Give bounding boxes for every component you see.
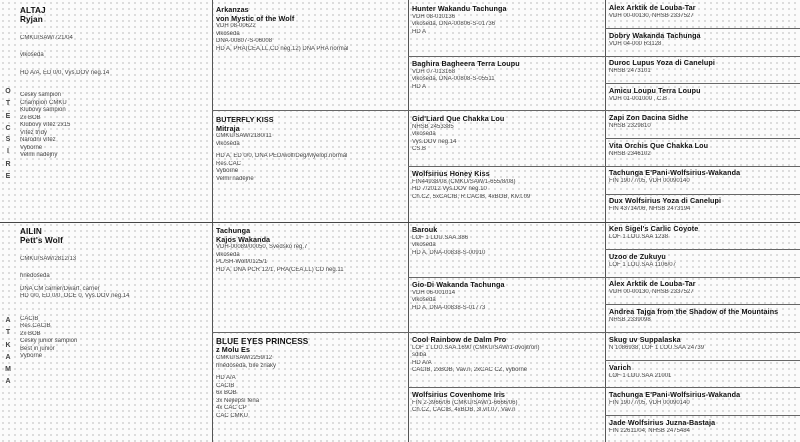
gen3-cell xyxy=(412,281,602,331)
dog-name-2: z Molu Es xyxy=(216,346,251,355)
info-line: VDH 04-000 R3128 xyxy=(609,40,662,47)
side-letter: K xyxy=(5,341,11,349)
dog-name: Dux Wolfsirius Yoza di Canelupi xyxy=(609,197,722,205)
info-line: vlkošedá xyxy=(216,30,240,37)
info-line: vlkošedá, DNA-00806-S-01736 xyxy=(412,21,496,28)
info-line: HD A, DNA PCR 12/1, PRA(CEA,LL) CD neg.11 xyxy=(216,266,344,273)
title-line: Vítěz třídy xyxy=(20,129,48,136)
side-label-dam xyxy=(3,315,13,365)
gen2-cell xyxy=(216,116,405,218)
info-line: CACIB xyxy=(216,382,235,389)
gen4-cell xyxy=(609,364,798,387)
info-line: VDH 08-00622 xyxy=(216,23,256,30)
title-line: CACIB xyxy=(20,315,39,322)
gen4-cell xyxy=(609,253,798,276)
gen4-cell xyxy=(609,391,798,414)
dog-name: Amicu Loupu Terra Loupu xyxy=(609,87,701,95)
title-line: Český junior šampion xyxy=(20,338,78,345)
info-line: VDH 01-001000 , C.B xyxy=(609,95,668,102)
info-line: CACIB, 2xBOB, Vav.n, 2xCAC CZ, vybornë xyxy=(412,367,528,374)
info-line: HD A/A xyxy=(412,359,432,366)
gen4-cell xyxy=(609,59,798,82)
info-line: vlkošedá, DNA-00808-S-05511 xyxy=(412,76,495,83)
info-line: hnědošedá, bílé znaky xyxy=(216,362,277,369)
side-letter: M xyxy=(5,366,11,373)
info-line: VDH-00089/00050, Švédsko reg.7 xyxy=(216,244,308,251)
info-line: HD 0/0, ED 0/0, OCE 0, Vyš.DOV neg.14 xyxy=(20,293,130,300)
dog-name-2: Kajos Wakanda xyxy=(216,235,271,244)
row-divider xyxy=(605,249,800,250)
dog-name: Wolfsirius Honey Kiss xyxy=(412,170,490,178)
dog-name: Arkanzas xyxy=(216,6,249,14)
info-line: NHSB 2453385 xyxy=(412,123,454,130)
gen2-cell xyxy=(216,227,405,329)
gen2-cell xyxy=(216,337,405,440)
info-line: N 1086938, LOF 1 LOU.SAA 24739 xyxy=(609,344,705,351)
title-line: Res.CACIB xyxy=(20,323,51,330)
title-line: Best in junior xyxy=(20,345,55,352)
info-line: HD A/A xyxy=(216,375,236,381)
info-line: LOF 1 LOU.SAA.386 xyxy=(412,234,469,241)
side-letter: S xyxy=(5,136,11,143)
side-letter: T xyxy=(5,329,11,337)
info-line: Ch.CZ, 5xCACIB, R.CACIB, 4xBOB, Klv.t.09 xyxy=(412,193,531,200)
dog-name: Gio-Di Wakanda Tachunga xyxy=(412,281,505,289)
title-line: 2x BOB xyxy=(20,114,41,121)
dog-name: Duroc Lupus Yoza di Canelupi xyxy=(609,59,715,67)
info-line: LOF 1 LOU.SAA 21001 xyxy=(609,372,672,379)
row-divider xyxy=(605,138,800,139)
column-divider xyxy=(605,0,606,442)
info-line: sdibá xyxy=(412,352,427,359)
info-line: vlkošedá xyxy=(216,140,240,147)
side-letter: O xyxy=(5,88,11,95)
gen2-cell xyxy=(216,6,405,108)
dog-name-2: Mitraja xyxy=(216,124,240,133)
info-line: HD A xyxy=(412,83,427,90)
dog-name: Andrea Tajga from the Shadow of the Mountains xyxy=(609,308,779,316)
info-line: vlkošedá xyxy=(412,242,436,249)
row-divider xyxy=(408,166,800,167)
dog-name: Jade Wolfsirius Juzna-Bastaja xyxy=(609,419,716,427)
dog-name: Barouk xyxy=(412,226,438,234)
info-line: vlkošedá xyxy=(412,297,436,304)
info-line: Ch.CZ, CACIB, 4xBOB, 3l.vít.07, Vav.n xyxy=(412,407,516,414)
dog-name-2: von Mystic of the Wolf xyxy=(216,14,295,23)
info-line: VDH 07-013168 xyxy=(412,68,456,75)
dog-name-2: Pett's Wolf xyxy=(20,236,63,246)
gen4-cell xyxy=(609,280,798,303)
info-line: NHSB 2346102 xyxy=(609,150,651,157)
gen4-cell xyxy=(609,87,798,110)
info-line: vlkošedá xyxy=(20,52,44,59)
info-line: FIN 43714/06, NHSB 2473194 xyxy=(609,205,691,212)
title-line: Velmi nadějný xyxy=(20,152,58,159)
row-divider xyxy=(605,28,800,29)
info-line: FIN 19077/05, VDH 00090140 xyxy=(609,177,690,184)
title-line: Vybornë xyxy=(20,353,43,360)
info-line: CMKU/SAW/721/04 xyxy=(20,34,73,41)
dog-name: Cool Rainbow de Dalm Pro xyxy=(412,336,507,344)
gen1-dam-cell xyxy=(20,227,208,439)
dog-name: Alex Arktik de Louba-Tar xyxy=(609,4,696,12)
title-line: Vybornë xyxy=(20,144,43,151)
info-line: HD A xyxy=(412,28,427,35)
info-line: Velmi nadějné xyxy=(216,175,254,182)
dog-name: Uzoo de Zukuyu xyxy=(609,253,666,261)
title-line: Klubový vítěz 2x15 xyxy=(20,122,71,129)
gen4-cell xyxy=(609,336,798,359)
dog-name: Baghira Bagheera Terra Loupu xyxy=(412,60,520,68)
gen4-cell xyxy=(609,419,798,441)
title-line: Český šampion xyxy=(20,92,62,99)
info-line: DNA-00807-S-06008 xyxy=(216,38,273,45)
dog-name: BLUE EYES PRINCESS xyxy=(216,337,309,346)
row-divider xyxy=(605,194,800,195)
dog-name: Dobry Wakanda Tachunga xyxy=(609,32,701,40)
dog-name-2: Ryjan xyxy=(20,15,43,25)
dog-name: Hunter Wakandu Tachunga xyxy=(412,5,507,13)
info-line: VDH 00-00130, NHSB 2337527 xyxy=(609,288,694,295)
title-line: Champion ČMKU xyxy=(20,99,67,106)
row-divider xyxy=(605,360,800,361)
side-letter: I xyxy=(7,148,9,156)
row-divider xyxy=(408,277,800,278)
info-line: CMKU/SAW/2259/12 xyxy=(216,355,273,361)
info-line: CMKU/SAW/2812/13 xyxy=(20,255,77,262)
info-line: NHSB 2339098 xyxy=(609,316,651,323)
info-line: CS.B xyxy=(412,146,427,153)
info-line: NHSB 2329810 xyxy=(609,122,651,129)
column-divider xyxy=(212,0,213,442)
info-line: FIN 19077/05, VDH 00090140 xyxy=(609,399,690,406)
column-divider xyxy=(408,0,409,442)
info-line: FIN 22611/04, NHSB 2475484 xyxy=(609,427,690,434)
info-line: Vyš.DOV neg.14 xyxy=(412,138,457,145)
dog-name: Skug uv Suppalaska xyxy=(609,336,681,344)
row-divider xyxy=(0,222,800,223)
gen4-cell xyxy=(609,142,798,165)
side-letter: E xyxy=(5,112,11,120)
info-line: HD 7/2012 Vyš.DOV neg.10 xyxy=(412,186,487,193)
side-letter: E xyxy=(5,173,11,181)
info-line: vlkošedá xyxy=(216,251,240,258)
info-line: CAC ČMKU xyxy=(216,412,249,419)
dog-name: Tachunga E'Pani-Wolfsirius-Wakanda xyxy=(609,169,741,177)
gen3-cell xyxy=(412,226,602,276)
dog-name: Alex Arktik de Louba-Tar xyxy=(609,280,696,288)
row-divider xyxy=(408,56,800,57)
dog-name: Vita Orchis Que Chakka Lou xyxy=(609,142,709,150)
side-label-sire-2 xyxy=(3,134,13,184)
gen3-cell xyxy=(412,391,602,441)
info-line: HD A, DNA-00838-S-00910 xyxy=(412,249,486,256)
info-line: FIN44938/08 (CMKU/SAW/1-655/8/08) xyxy=(412,178,516,185)
gen4-cell xyxy=(609,4,798,27)
dog-name: Ken Sigel's Carlic Coyote xyxy=(609,225,699,233)
info-line: Vybornë xyxy=(216,168,239,175)
info-line: PL/SH-Wolf/0125/1 xyxy=(216,259,268,266)
gen3-cell xyxy=(412,336,602,386)
info-line: HD A/A, ED 0/0, Vyš.DOV neg.14 xyxy=(20,69,110,76)
gen3-cell xyxy=(412,115,602,165)
info-line: VDH 00-00130, NHSB 2337527 xyxy=(609,12,694,19)
row-divider xyxy=(605,304,800,305)
info-line: LOF 1 LOU.SAA 1238 xyxy=(609,233,669,240)
row-divider xyxy=(605,415,800,416)
side-letter: A xyxy=(5,378,11,386)
dog-name: Varich xyxy=(609,364,632,372)
dog-name: Tachunga E'Pani-Wolfsirius-Wakanda xyxy=(609,391,741,399)
info-line: hnědošedá xyxy=(20,273,50,280)
info-line: FIN 2-3966/06 (CMKU/SAW/1-6666/06) xyxy=(412,399,518,406)
row-divider xyxy=(212,332,800,333)
title-line: 2x BOB xyxy=(20,330,41,337)
dog-name: AILIN xyxy=(20,227,42,236)
info-line: LOF 1 LOU.SAA 1106/07 xyxy=(609,261,676,268)
gen1-sire-cell xyxy=(20,6,208,218)
gen4-cell xyxy=(609,308,798,331)
gen3-cell xyxy=(412,60,602,109)
info-line: 6x BOB xyxy=(216,390,237,396)
gen4-cell xyxy=(609,32,798,55)
side-label-dam-2 xyxy=(3,364,13,389)
dog-name: Wolfsirius Covenhome Iris xyxy=(412,391,506,399)
info-line: LOF 1 LOU.SAA.1690 (CMKU/SAW/1-dvojitron) xyxy=(412,344,540,351)
row-divider xyxy=(212,110,800,111)
dog-name: ALTAJ xyxy=(20,6,46,15)
side-letter: R xyxy=(5,160,11,168)
side-letter: A xyxy=(5,354,11,362)
info-line: VDH 06-001014 xyxy=(412,289,456,296)
gen4-cell xyxy=(609,225,798,248)
gen4-cell xyxy=(609,197,798,221)
info-line: NHSB 2473101 xyxy=(609,67,651,74)
info-line: CMKU/SAW/2180/11 xyxy=(216,133,272,140)
gen4-cell xyxy=(609,114,798,137)
info-line: HD A, PRA(CEA,LL,CD neg.12) DNA PRA normal xyxy=(216,45,349,52)
info-line: HD A, DNA-00838-S-01773 xyxy=(412,304,486,311)
info-line: Res.CAC xyxy=(216,160,242,167)
info-line: VDH 08-010136 xyxy=(412,13,456,20)
title-line: Klubový šampion xyxy=(20,107,66,114)
info-line: 3x Nejlepší fena xyxy=(216,397,260,404)
side-letter: T xyxy=(5,100,11,108)
info-line: DNA CM carrier/Dwarf. carrier xyxy=(20,285,100,292)
dog-name: Gid'Liard Que Chakka Lou xyxy=(412,115,505,123)
dog-name: BUTERFLY KISS xyxy=(216,116,274,124)
gen3-cell xyxy=(412,170,602,221)
info-line: vlkošedá xyxy=(412,131,436,138)
info-line: 4x CAC CP xyxy=(216,405,247,411)
side-letter: A xyxy=(5,317,11,324)
gen3-cell xyxy=(412,5,602,55)
dog-name: Tachunga xyxy=(216,227,251,235)
info-line: HD A, ED 0/0, DNA PED/wolf/Deg/Myelop.normal xyxy=(216,153,348,160)
gen4-cell xyxy=(609,169,798,193)
dog-name: Zapi Zon Dacina Sidhe xyxy=(609,114,689,122)
side-label-sire xyxy=(3,86,13,136)
row-divider xyxy=(408,387,800,388)
row-divider xyxy=(605,83,800,84)
title-line: Národní vítěz xyxy=(20,137,56,144)
side-letter: C xyxy=(5,125,11,133)
